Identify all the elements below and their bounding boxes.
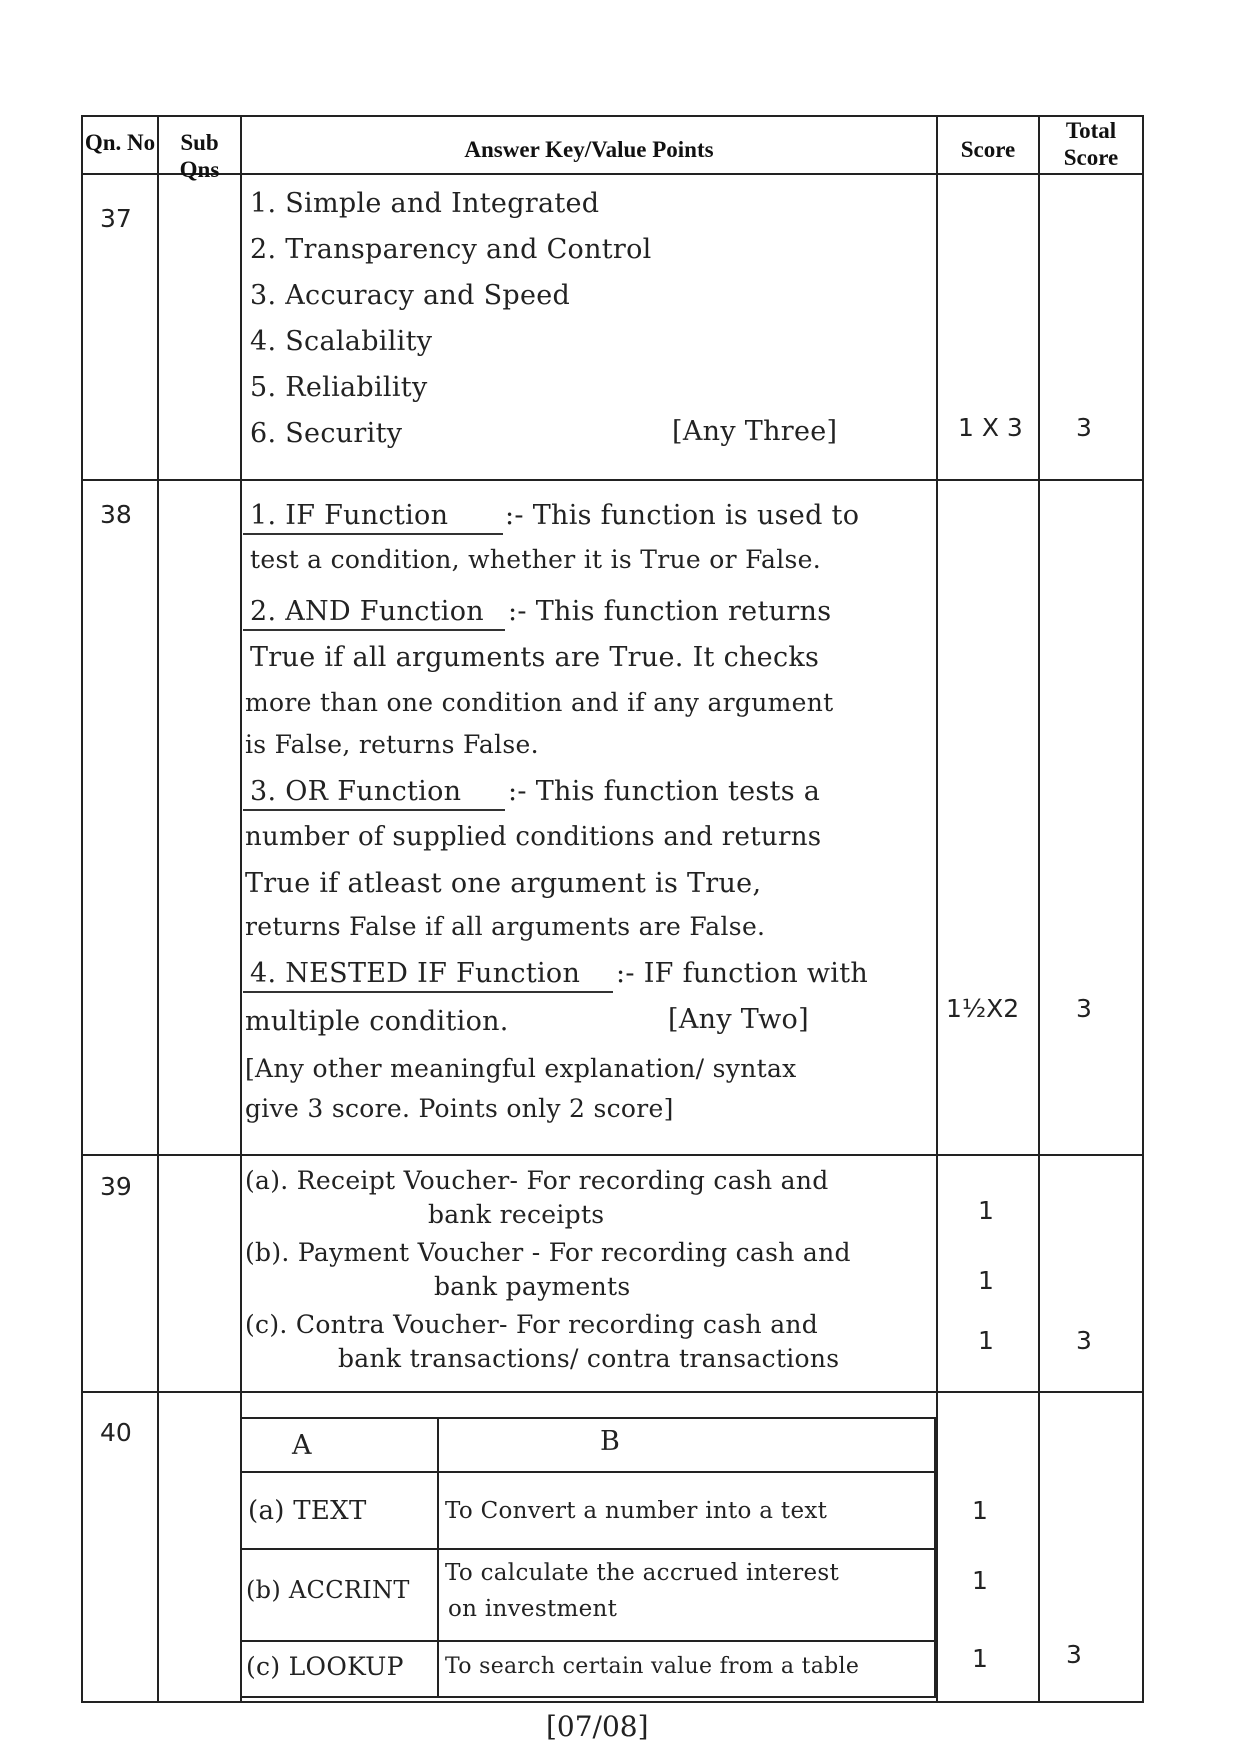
header-sub-qns: Sub Qns xyxy=(179,130,220,182)
q38-score: 1½X2 xyxy=(946,994,1020,1023)
q38-nested-underline xyxy=(243,991,613,993)
col-line-score xyxy=(1038,115,1040,1703)
q38-if-underline xyxy=(243,533,503,535)
q37-score: 1 X 3 xyxy=(958,413,1023,442)
q38-or-text: :- This function tests a xyxy=(508,776,821,807)
q39-c-line-1: (c). Contra Voucher- For recording cash and xyxy=(245,1310,819,1339)
inner-table-row-divider-2 xyxy=(240,1640,936,1642)
q39-a-line-2: bank receipts xyxy=(428,1200,605,1229)
col-line-sub xyxy=(240,115,242,1703)
q38-or-underline xyxy=(243,809,505,811)
q38-line-5: more than one condition and if any argument xyxy=(245,688,834,717)
q37-line-6: 6. Security xyxy=(250,418,403,449)
q40-row-a-name: (a) TEXT xyxy=(248,1496,367,1526)
inner-table-bottom xyxy=(240,1696,936,1698)
q40-row-b-desc-2: on investment xyxy=(448,1596,618,1622)
question-number-38: 38 xyxy=(100,500,132,529)
q38-line-14: give 3 score. Points only 2 score] xyxy=(245,1094,674,1123)
q38-nested-heading: 4. NESTED IF Function xyxy=(250,958,581,989)
q40-row-b-name: (b) ACCRINT xyxy=(246,1576,410,1604)
question-number-39: 39 xyxy=(100,1172,132,1201)
q38-or-heading: 3. OR Function xyxy=(250,776,462,807)
q38-line-9: True if atleast one argument is True, xyxy=(245,868,762,899)
q38-note: [Any Two] xyxy=(668,1004,809,1035)
q40-row-c-desc: To search certain value from a table xyxy=(445,1654,860,1679)
q38-and-text: :- This function returns xyxy=(508,596,832,627)
q38-and-heading: 2. AND Function xyxy=(250,596,484,627)
q39-score-b: 1 xyxy=(978,1266,994,1295)
inner-table-top xyxy=(240,1417,936,1419)
header-answer-key: Answer Key/Value Points xyxy=(464,137,714,162)
inner-table-col-b: B xyxy=(600,1426,621,1457)
q37-line-3: 3. Accuracy and Speed xyxy=(250,280,571,311)
q38-line-12: multiple condition. xyxy=(245,1006,509,1037)
q37-note: [Any Three] xyxy=(672,416,838,447)
header-total-score: Total Score xyxy=(1063,118,1119,170)
inner-table-col-divider xyxy=(437,1417,439,1698)
question-number-40: 40 xyxy=(100,1418,132,1447)
col-line-qn xyxy=(157,115,159,1703)
q38-nested-text: :- IF function with xyxy=(616,958,869,989)
q40-row-a-desc: To Convert a number into a text xyxy=(445,1498,828,1524)
q38-and-underline xyxy=(243,629,505,631)
q39-score-a: 1 xyxy=(978,1196,994,1225)
q39-c-line-2: bank transactions/ contra transactions xyxy=(338,1344,840,1373)
q37-line-5: 5. Reliability xyxy=(250,372,428,403)
inner-table-row-divider-1 xyxy=(240,1548,936,1550)
question-number-37: 37 xyxy=(100,204,132,233)
q37-total: 3 xyxy=(1076,413,1092,442)
header-score: Score xyxy=(960,137,1016,162)
header-qn-no: Qn. No xyxy=(84,130,156,155)
col-line-left xyxy=(81,115,83,1703)
col-line-right xyxy=(1142,115,1144,1703)
col-line-answer xyxy=(936,115,938,1703)
q37-line-4: 4. Scalability xyxy=(250,326,433,357)
q38-if-text: :- This function is used to xyxy=(505,500,860,531)
q38-line-2: test a condition, whether it is True or False. xyxy=(250,545,821,574)
q38-if-heading: 1. IF Function xyxy=(250,500,449,531)
q38-line-4: True if all arguments are True. It checks xyxy=(250,642,820,673)
q38-total: 3 xyxy=(1076,994,1092,1023)
q39-score-c: 1 xyxy=(978,1326,994,1355)
q37-line-1: 1. Simple and Integrated xyxy=(250,188,600,219)
q40-row-c-name: (c) LOOKUP xyxy=(246,1652,404,1681)
q40-row-b-desc: To calculate the accrued interest xyxy=(445,1560,840,1586)
q38-line-8: number of supplied conditions and returns xyxy=(245,822,822,852)
q39-b-line-2: bank payments xyxy=(434,1272,631,1301)
q39-b-line-1: (b). Payment Voucher - For recording cash and xyxy=(245,1238,851,1267)
inner-table-col-a: A xyxy=(292,1430,312,1461)
page-number: [07/08] xyxy=(546,1710,649,1743)
q40-score-b: 1 xyxy=(972,1566,988,1595)
inner-table-right xyxy=(934,1417,936,1698)
q40-score-c: 1 xyxy=(972,1644,988,1673)
inner-table-header-divider xyxy=(240,1471,936,1473)
q40-total: 3 xyxy=(1066,1640,1082,1669)
q39-a-line-1: (a). Receipt Voucher- For recording cash and xyxy=(245,1166,829,1195)
q38-line-6: is False, returns False. xyxy=(245,730,539,759)
q39-total: 3 xyxy=(1076,1326,1092,1355)
q37-line-2: 2. Transparency and Control xyxy=(250,234,652,265)
q38-line-13: [Any other meaningful explanation/ syntax xyxy=(245,1054,797,1083)
q38-line-10: returns False if all arguments are False. xyxy=(245,912,766,941)
q40-score-a: 1 xyxy=(972,1496,988,1525)
